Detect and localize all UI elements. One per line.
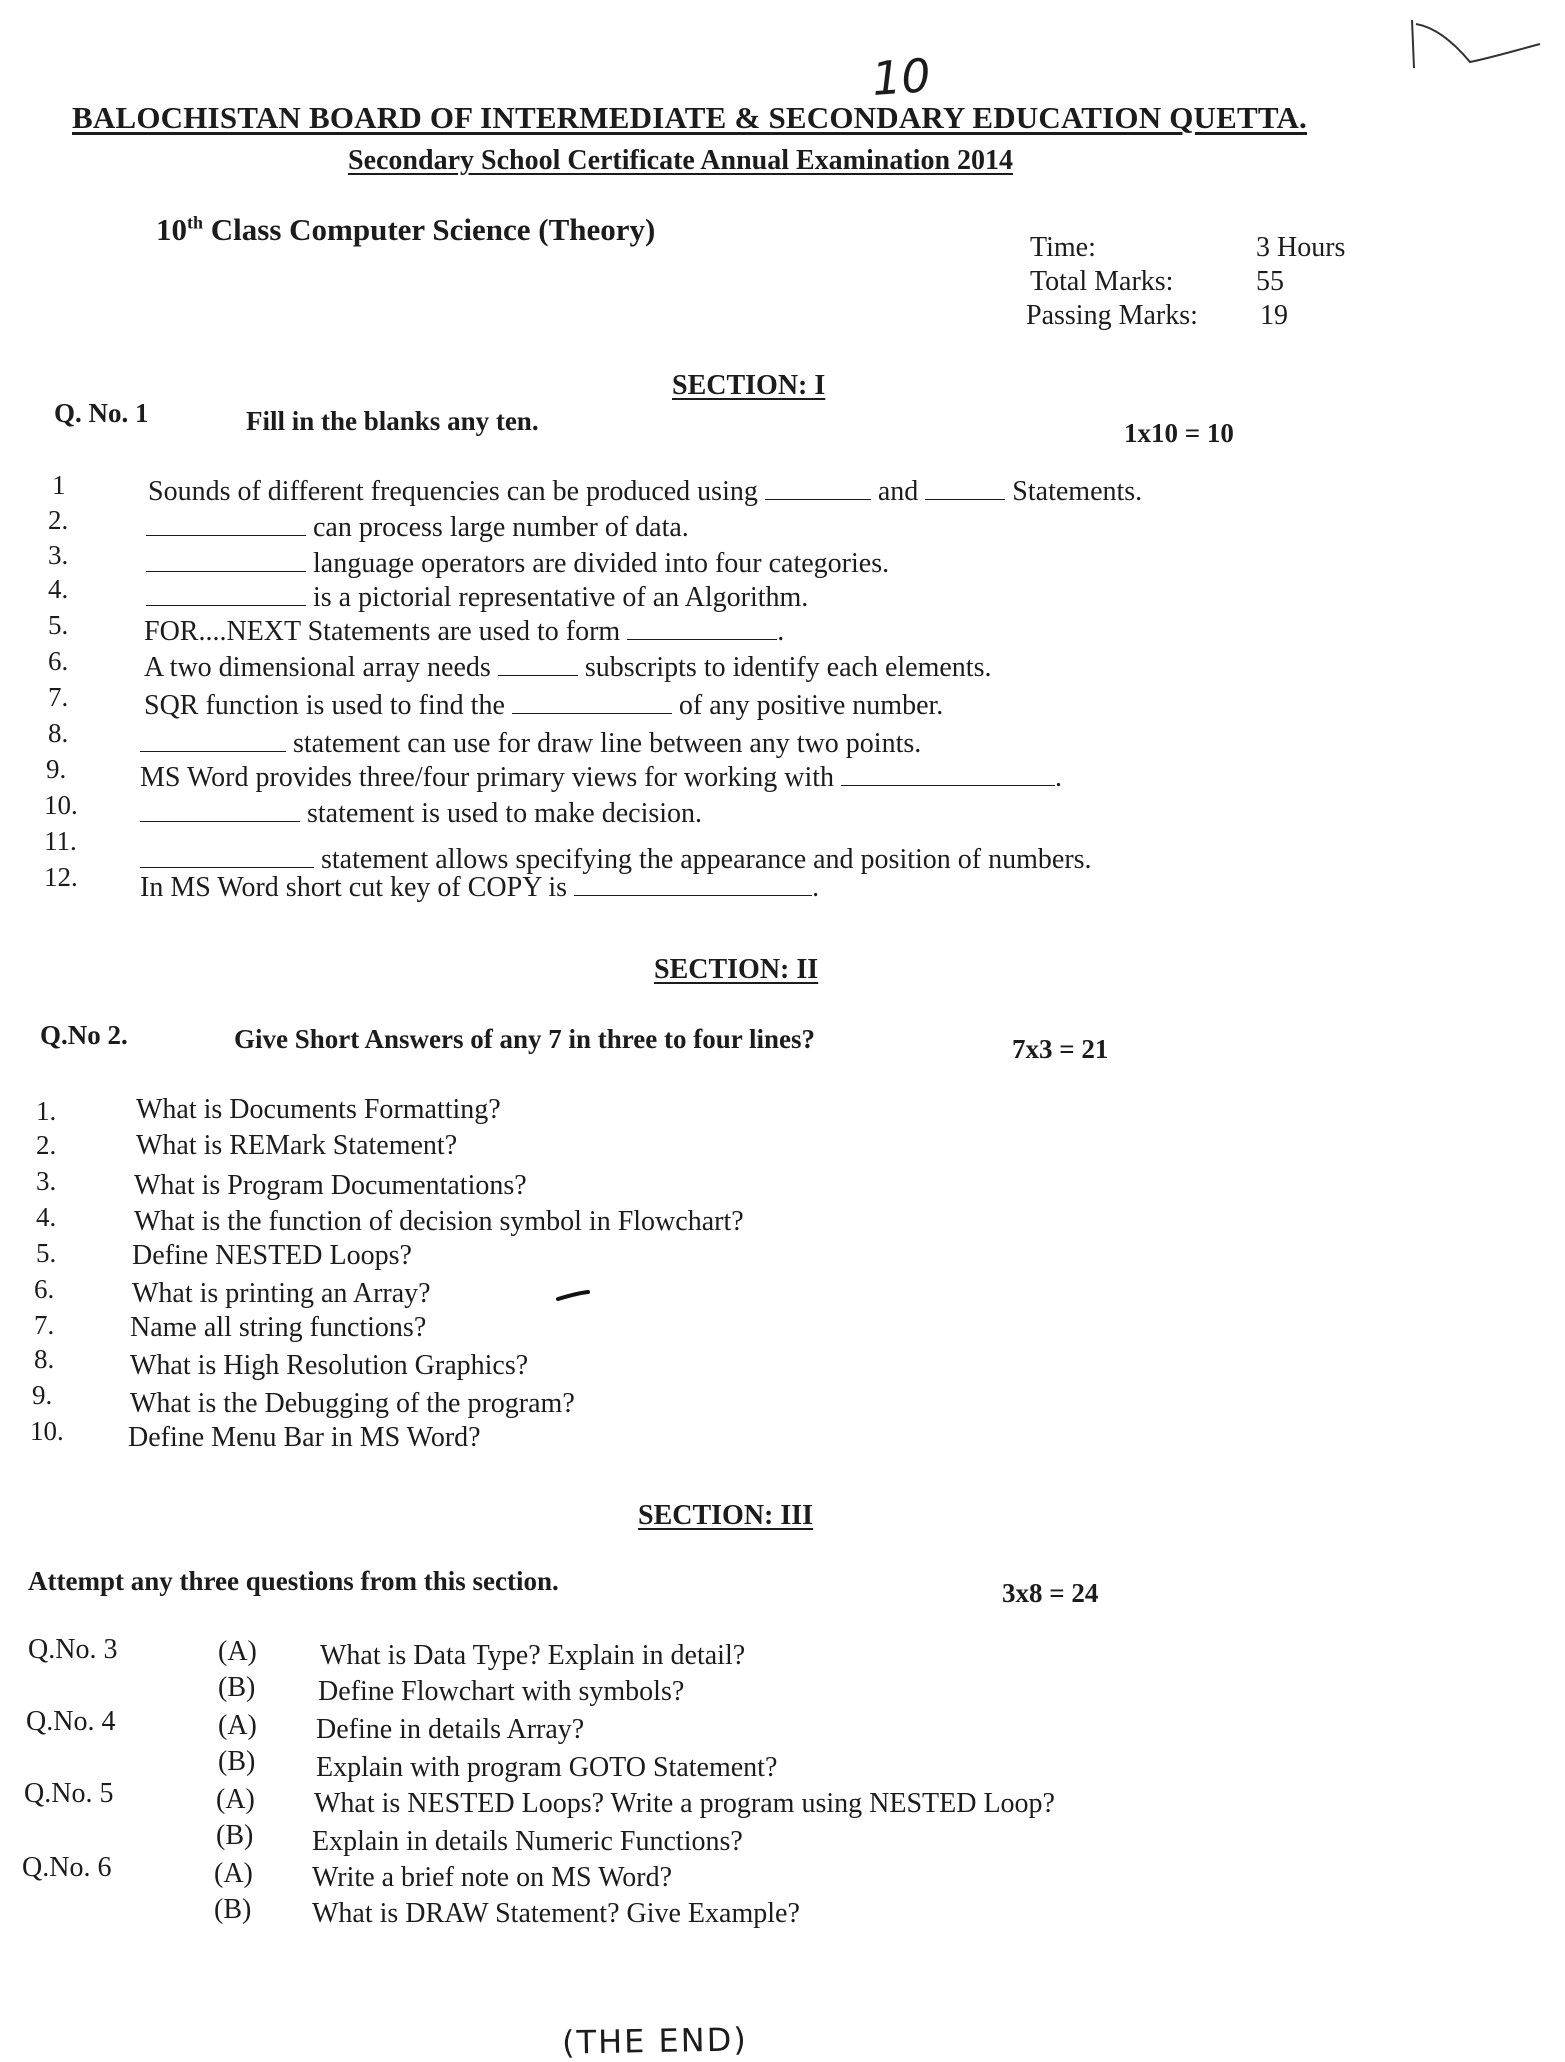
time-value: 3 Hours — [1256, 232, 1346, 263]
q3-b-label: (B) — [218, 1672, 256, 1703]
answer-blank — [512, 691, 672, 714]
q1-item-number: 3. — [48, 540, 69, 570]
exam-title: Secondary School Certificate Annual Examination 2014 — [348, 145, 1014, 176]
class-ordinal: th — [187, 212, 204, 233]
q1-item-text: A two dimensional array needs — [144, 652, 491, 683]
answer-blank — [146, 549, 306, 572]
q1-item-12 — [140, 872, 819, 904]
q4-number: Q.No. 4 — [26, 1706, 116, 1737]
q1-item-number: 1 — [52, 470, 66, 500]
q2-item-number: 3. — [36, 1166, 57, 1196]
section-1-title: SECTION: I — [672, 370, 826, 401]
q2-item-number: 8. — [34, 1344, 55, 1374]
q1-marks: 1x10 = 10 — [1124, 418, 1234, 448]
q6-a-text: Write a brief note on MS Word? — [312, 1862, 673, 1893]
q1-number: Q. No. 1 — [54, 398, 149, 428]
q1-item-text: Sounds of different frequencies can be produced using — [148, 476, 758, 507]
answer-blank — [140, 799, 300, 822]
answer-blank — [140, 845, 314, 868]
answer-blank — [140, 729, 286, 752]
q5-b-label: (B) — [216, 1820, 254, 1851]
q6-a-label: (A) — [214, 1858, 253, 1889]
q1-item-8 — [140, 728, 921, 760]
board-title: BALOCHISTAN BOARD OF INTERMEDIATE & SECONDARY EDUCATION QUETTA. — [72, 100, 1307, 135]
q1-item-text: is a pictorial representative of an Algorithm. — [313, 582, 809, 613]
q1-item-text: statement allows specifying the appearance and position of numbers. — [321, 844, 1092, 875]
handwritten-score: 10 — [870, 48, 933, 106]
q2-item-number: 5. — [36, 1238, 57, 1268]
q2-item-number: 2. — [36, 1130, 57, 1160]
answer-blank — [498, 653, 578, 676]
q1-item-7 — [144, 690, 943, 722]
q1-item-number: 9. — [46, 754, 67, 784]
q2-item-4: What is the function of decision symbol in Flowchart? — [134, 1206, 744, 1237]
q4-a-label: (A) — [218, 1710, 257, 1741]
section-3-instruction: Attempt any three questions from this section. — [28, 1566, 559, 1596]
q2-item-number: 6. — [34, 1274, 55, 1304]
q1-instruction: Fill in the blanks any ten. — [246, 406, 539, 436]
q6-b-label: (B) — [214, 1894, 252, 1925]
passing-marks-value: 19 — [1260, 300, 1288, 331]
section-3-title: SECTION: III — [638, 1500, 814, 1531]
section-2-title: SECTION: II — [654, 954, 819, 985]
section-3-marks: 3x8 = 24 — [1002, 1578, 1099, 1608]
corner-scribble — [1400, 10, 1550, 80]
q1-item-1 — [148, 476, 1142, 508]
q5-b-text: Explain in details Numeric Functions? — [312, 1826, 743, 1857]
q1-item-4 — [146, 582, 808, 614]
answer-blank — [146, 583, 306, 606]
q1-item-text: . — [1055, 762, 1062, 793]
q1-item-number: 4. — [48, 574, 69, 604]
q2-item-2: What is REMark Statement? — [136, 1130, 458, 1161]
q1-item-number: 7. — [48, 682, 69, 712]
q6-number: Q.No. 6 — [22, 1852, 112, 1883]
q2-item-5: Define NESTED Loops? — [132, 1240, 412, 1271]
q1-item-number: 2. — [48, 505, 69, 535]
q2-item-3: What is Program Documentations? — [134, 1170, 527, 1201]
total-marks-label: Total Marks: — [1030, 266, 1174, 297]
q3-a-label: (A) — [218, 1636, 257, 1667]
time-label: Time: — [1030, 232, 1096, 263]
q2-instruction: Give Short Answers of any 7 in three to four lines? — [234, 1024, 816, 1054]
q3-a-text: What is Data Type? Explain in detail? — [320, 1640, 746, 1671]
q3-b-text: Define Flowchart with symbols? — [318, 1676, 685, 1707]
q2-item-1: What is Documents Formatting? — [136, 1094, 501, 1125]
q1-item-text: . — [812, 872, 820, 903]
q1-item-9 — [140, 762, 1062, 794]
answer-blank — [627, 617, 777, 640]
q2-marks: 7x3 = 21 — [1012, 1034, 1109, 1064]
q2-item-number: 7. — [34, 1310, 55, 1340]
q5-a-label: (A) — [216, 1784, 255, 1815]
q1-item-number: 11. — [44, 826, 77, 856]
answer-blank — [146, 513, 306, 536]
q1-item-text: language operators are divided into four categories. — [313, 548, 890, 579]
q1-item-text: Statements. — [1012, 476, 1143, 507]
q1-item-text: statement is used to make decision. — [307, 798, 703, 829]
q5-number: Q.No. 5 — [24, 1778, 114, 1809]
q1-item-number: 5. — [48, 610, 69, 640]
q2-item-number: 9. — [32, 1380, 53, 1410]
q2-item-number: 10. — [30, 1416, 64, 1446]
q4-b-label: (B) — [218, 1746, 256, 1777]
passing-marks-label: Passing Marks: — [1026, 300, 1198, 331]
q2-item-9: What is the Debugging of the program? — [130, 1388, 575, 1419]
total-marks-value: 55 — [1256, 266, 1284, 297]
q1-item-2 — [146, 512, 689, 544]
the-end: (THE END) — [561, 2020, 749, 2062]
q1-item-number: 10. — [44, 790, 78, 820]
pen-mark — [556, 1290, 590, 1302]
answer-blank — [925, 477, 1005, 500]
answer-blank — [574, 873, 812, 896]
q6-b-text: What is DRAW Statement? Give Example? — [312, 1898, 800, 1929]
class-number: 10 — [156, 212, 187, 247]
q3-number: Q.No. 3 — [28, 1634, 118, 1665]
q1-item-number: 8. — [48, 718, 69, 748]
q2-number: Q.No 2. — [40, 1020, 128, 1050]
q1-item-text: . — [777, 616, 785, 647]
q2-item-6: What is printing an Array? — [132, 1278, 431, 1309]
q2-item-10: Define Menu Bar in MS Word? — [128, 1422, 481, 1453]
q1-item-text: of any positive number. — [678, 690, 944, 721]
q1-item-text: and — [877, 476, 919, 507]
class-name: Class Computer Science (Theory) — [203, 212, 656, 247]
q2-item-8: What is High Resolution Graphics? — [130, 1350, 529, 1381]
q1-item-number: 6. — [48, 646, 69, 676]
q1-item-10 — [140, 798, 702, 830]
q2-item-number: 4. — [36, 1202, 57, 1232]
q5-a-text: What is NESTED Loops? Write a program using NESTED Loop? — [314, 1788, 1055, 1819]
q1-item-text: can process large number of data. — [313, 512, 689, 543]
q1-item-text: MS Word provides three/four primary views for working with — [140, 762, 834, 793]
q1-item-text: subscripts to identify each elements. — [584, 652, 992, 683]
class-subject — [156, 212, 655, 248]
answer-blank — [765, 477, 871, 500]
answer-blank — [841, 763, 1055, 786]
q4-b-text: Explain with program GOTO Statement? — [316, 1752, 778, 1783]
q4-a-text: Define in details Array? — [316, 1714, 585, 1745]
q1-item-5 — [144, 616, 784, 648]
q1-item-text: FOR....NEXT Statements are used to form — [144, 616, 621, 647]
q1-item-text: statement can use for draw line between any two points. — [293, 728, 922, 759]
q2-item-7: Name all string functions? — [130, 1312, 427, 1343]
q1-item-3 — [146, 548, 889, 580]
q2-item-number: 1. — [36, 1096, 57, 1126]
q1-item-6 — [144, 652, 991, 684]
q1-item-number: 12. — [44, 862, 78, 892]
q1-item-text: SQR function is used to find the — [144, 690, 505, 721]
q1-item-text: In MS Word short cut key of COPY is — [140, 872, 568, 903]
